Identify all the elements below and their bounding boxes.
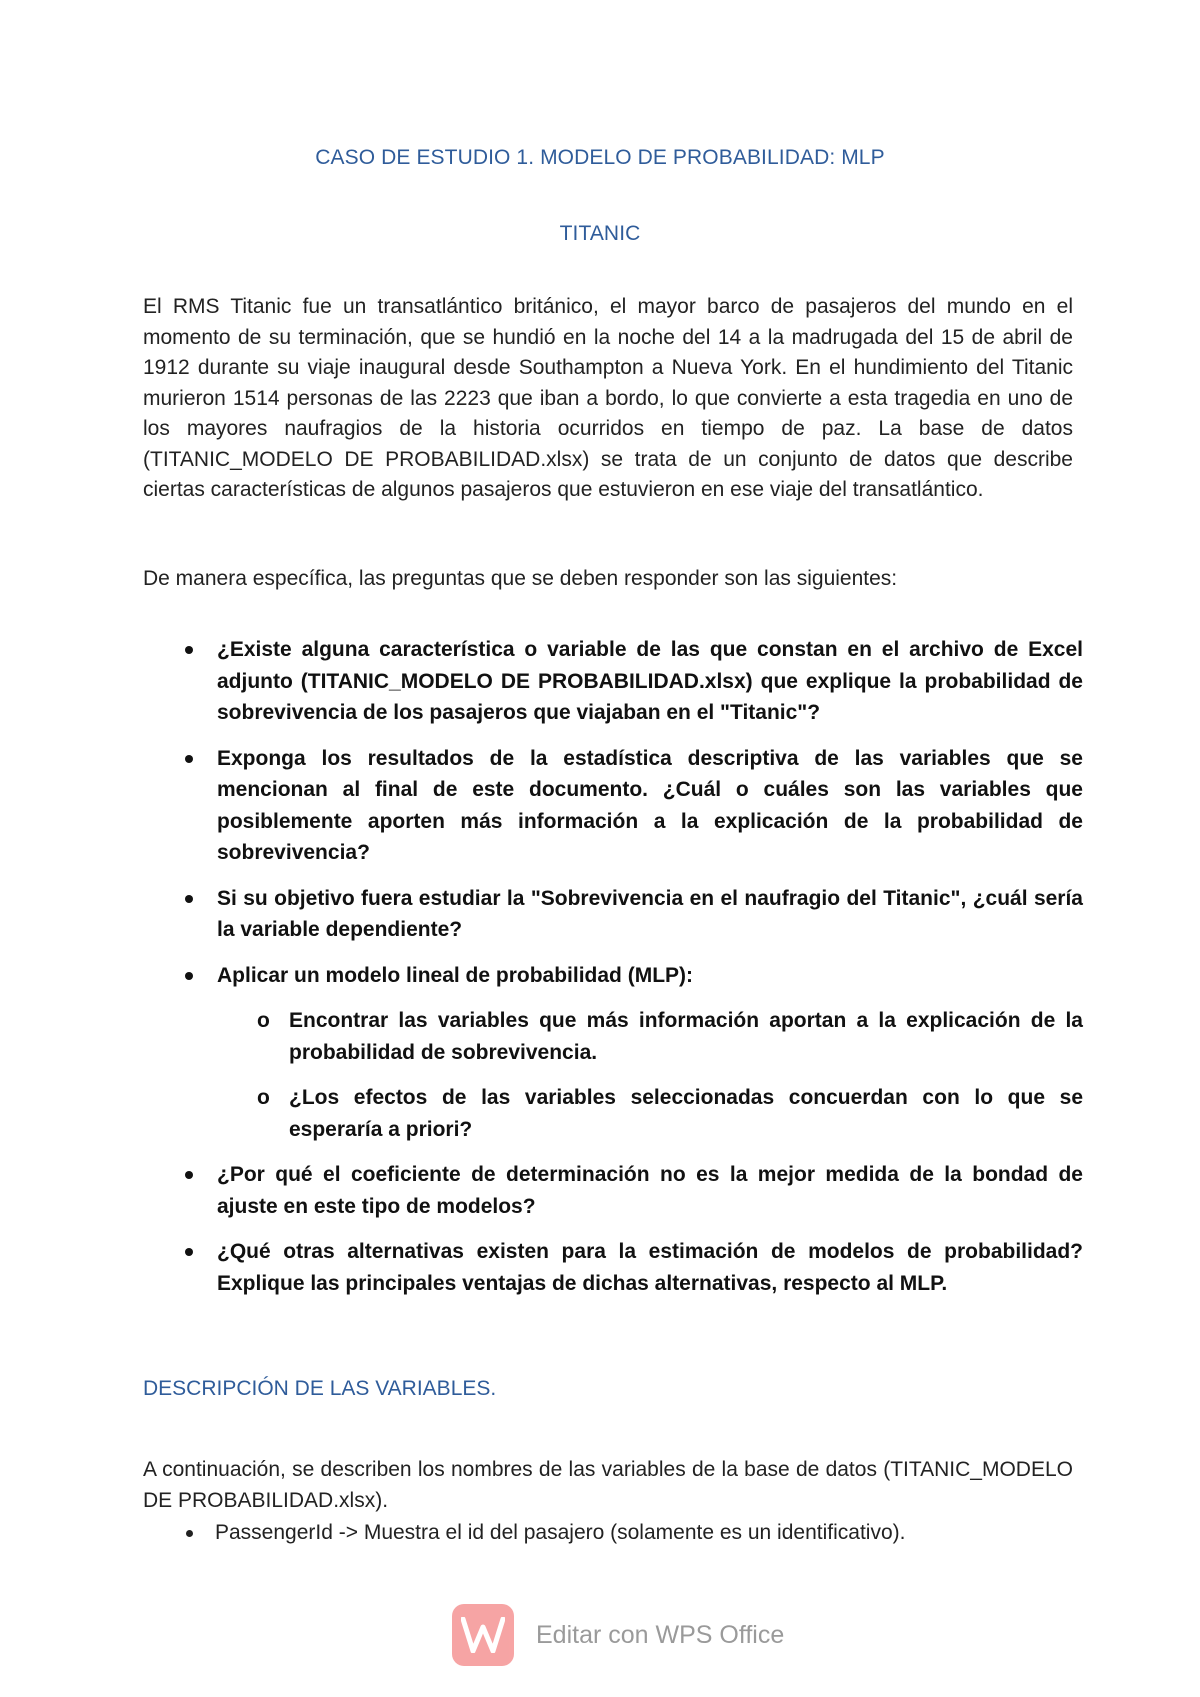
wps-edit-button[interactable]: [452, 1604, 784, 1666]
variable-item: [143, 1518, 1073, 1548]
intro-paragraph: El RMS Titanic fue un transatlántico británico, el mayor barco de pasajeros del mundo en el momento de su terminación, que se hundió en la noche del 14 a la madrugada del 15 de abril de 1912 durante su viaje inaugural desde Southampton a Nueva York. En el hundimiento del Titanic murieron 1514 personas de las 2223 que iban a bordo, lo que convierte a esta tragedia en uno de los mayores naufragios de la historia ocurridos en tiempo de paz. La base de datos (TITANIC_MODELO DE PROBABILIDAD.xlsx) se trata de un conjunto de datos que describe ciertas características de algunos pasajeros que estuvieron en ese viaje del transatlántico.: [143, 295, 1073, 501]
question-item: [143, 634, 1083, 729]
bullet-icon: [185, 972, 193, 980]
variables-section-title: DESCRIPCIÓN DE LAS VARIABLES.: [143, 1377, 497, 1400]
variable-text: PassengerId -> Muestra el id del pasajero (solamente es un identificativo).: [215, 1521, 906, 1544]
bullet-icon: [185, 895, 193, 903]
questions-list: [143, 634, 1083, 1313]
bullet-icon: [185, 1171, 193, 1179]
sub-bullet-icon: o: [257, 1086, 270, 1109]
question-text: ¿Por qué el coeficiente de determinación no es la mejor medida de la bondad de ajuste en este tipo de modelos?: [217, 1163, 1083, 1218]
question-text: ¿Qué otras alternativas existen para la estimación de modelos de probabilidad? Explique las principales ventajas de dichas alternativas, respecto al MLP.: [217, 1240, 1083, 1295]
bullet-icon: [185, 646, 193, 654]
question-text: Si su objetivo fuera estudiar la "Sobrevivencia en el naufragio del Titanic", ¿cuál sería la variable dependiente?: [217, 886, 1083, 941]
question-item: [143, 1236, 1083, 1299]
bullet-icon: [185, 1248, 193, 1256]
variables-intro: A continuación, se describen los nombres de las variables de la base de datos (TITANIC_MODELO DE PROBABILIDAD.xlsx).: [143, 1458, 1073, 1512]
question-text: Exponga los resultados de la estadística descriptiva de las variables que se mencionan al final de este documento. ¿Cuál o cuáles son las variables que posiblemente aporten más información a la explicación de la probabilidad de sobrevivencia?: [217, 746, 1083, 864]
question-text: Aplicar un modelo lineal de probabilidad (MLP):: [217, 963, 694, 987]
sub-bullet-icon: o: [257, 1009, 270, 1032]
bullet-icon: [185, 755, 193, 763]
question-item: [143, 1159, 1083, 1222]
question-item: [143, 883, 1083, 946]
question-item: [143, 960, 1083, 1146]
questions-lead: De manera específica, las preguntas que se deben responder son las siguientes:: [143, 567, 898, 590]
subquestion-item: [217, 1005, 1083, 1068]
wps-edit-label: Editar con WPS Office: [536, 1620, 785, 1649]
question-text: ¿Existe alguna característica o variable de las que constan en el archivo de Excel adjunto (TITANIC_MODELO DE PROBABILIDAD.xlsx) que explique la probabilidad de sobrevivencia de los pasajeros que viajaban en el "Titanic"?: [217, 638, 1083, 724]
document-subtitle: TITANIC: [559, 222, 641, 245]
question-item: [143, 743, 1083, 869]
document-title: CASO DE ESTUDIO 1. MODELO DE PROBABILIDAD: MLP: [315, 146, 885, 169]
subquestions-list: [217, 1005, 1083, 1145]
subquestion-text: ¿Los efectos de las variables seleccionadas concuerdan con lo que se esperaría a priori?: [289, 1086, 1083, 1141]
bullet-icon: [186, 1530, 193, 1537]
subquestion-text: Encontrar las variables que más información aportan a la explicación de la probabilidad de sobrevivencia.: [289, 1009, 1083, 1064]
subquestion-item: [217, 1082, 1083, 1145]
variables-list: [143, 1518, 1073, 1548]
wps-logo-icon: [452, 1604, 514, 1666]
